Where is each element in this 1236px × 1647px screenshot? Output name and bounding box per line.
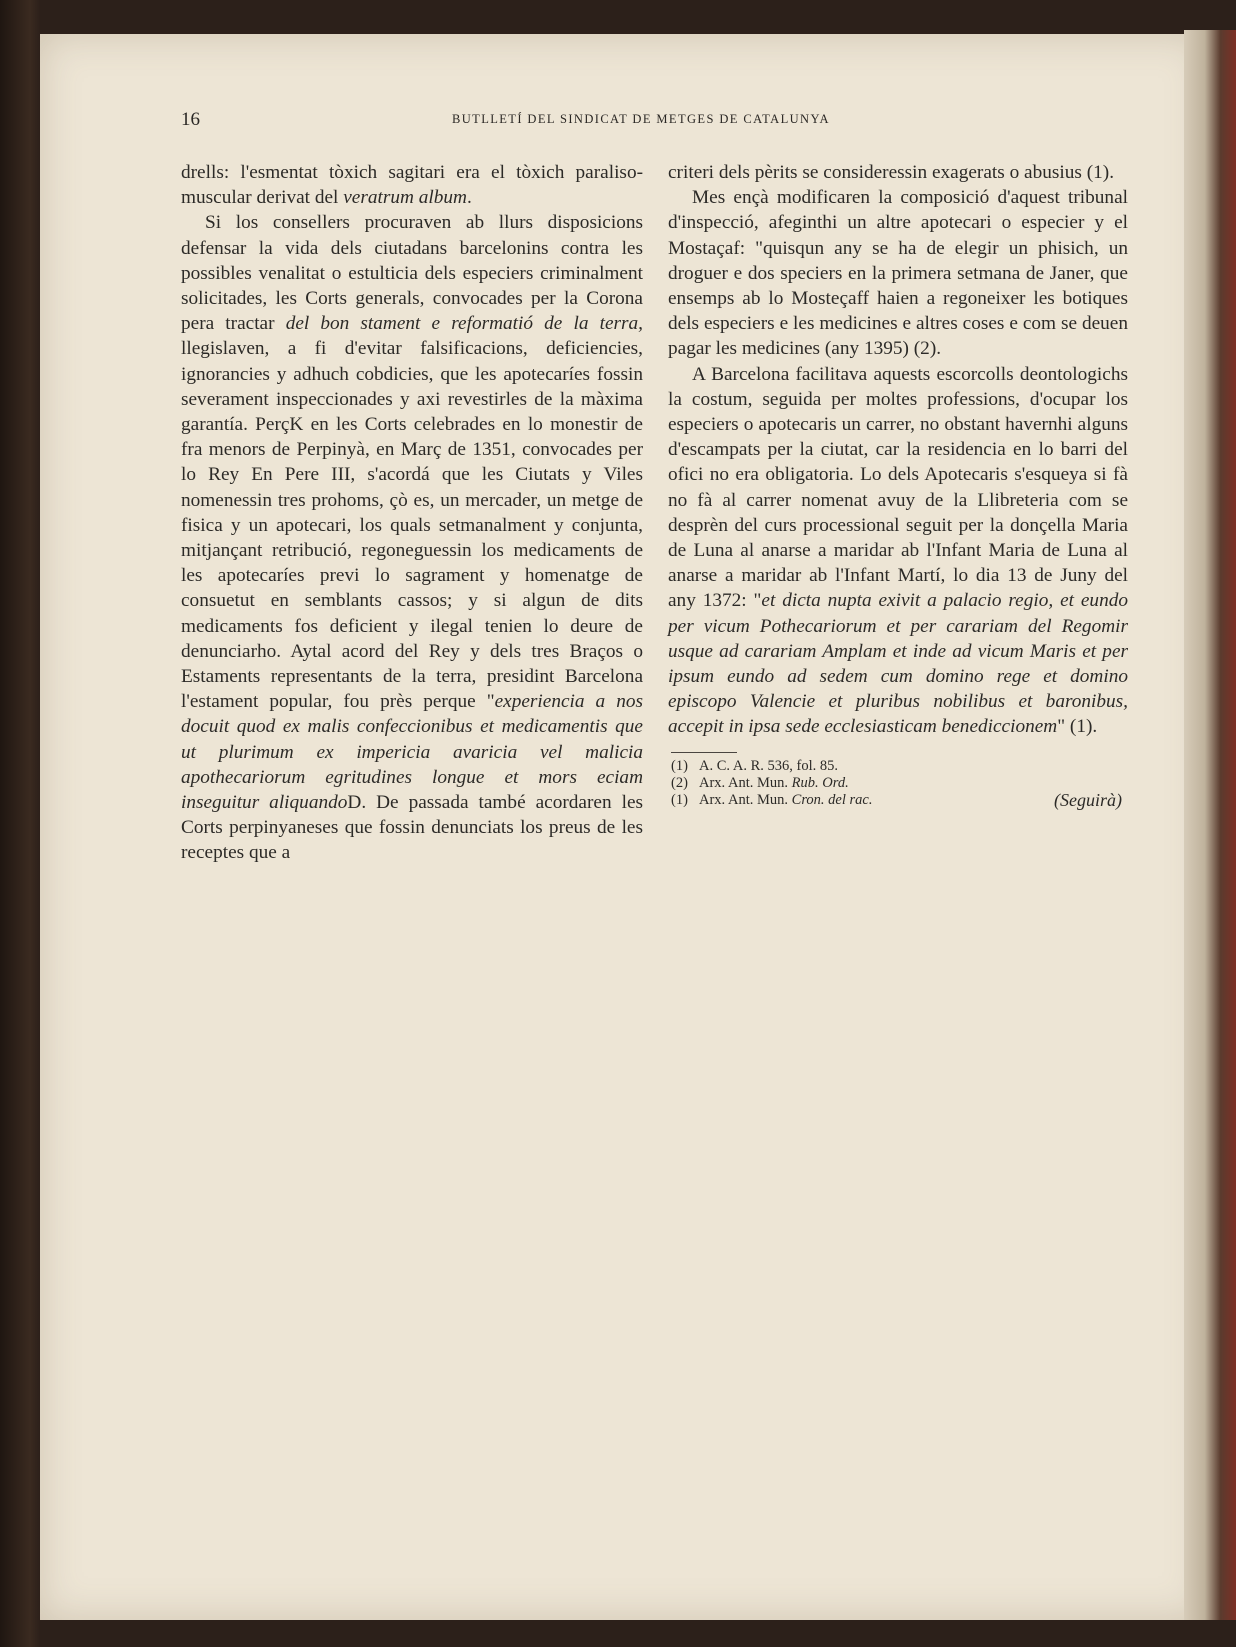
footnote	[671, 758, 1128, 775]
text-span: criteri dels pèrits se consideressin exagerats o abusius (1).	[668, 162, 1115, 183]
footnote-rule	[671, 752, 737, 753]
text-span: Mes ençà modificaren la composició d'aquest tribunal d'inspecció, afeginthi un altre apotecari o especier y el Mostaçaf: "quisqun any se ha de elegir un phisich, un droguer e dos speciers en la primera setmana de Janer, que ensemps ab lo Mosteçaff haien a regoneixer les botiques dels especiers e les medicines e altres coses e com se deuen pagar les medicines (any 1395) (2).	[668, 187, 1128, 360]
text-span: " (1).	[1057, 716, 1098, 738]
italic-span: et dicta nupta exivit a palacio regio, et eundo per vicum Pothecariorum et per carariam del Regomir usque ad carariam Amplam et inde ad vicum Maris et per ipsum eundo ad sedem cum domino rege et domino episcopo Valencie et pluribus nobilibus et baronibus, accepit in ipsa sede ecclesiasticam benediccionem	[668, 590, 1128, 738]
footnote-text: Arx. Ant. Mun.	[699, 791, 792, 808]
text-span: D. De passada també acordaren les Corts perpinyaneses que fossin denunciats los preus de les receptes que a	[181, 792, 643, 864]
text-span: .	[466, 187, 472, 209]
footnote-text: A. C. A. R. 536, fol. 85.	[699, 757, 838, 774]
footnote-number: (1)	[671, 791, 688, 808]
paragraph	[181, 210, 643, 865]
italic-span: veratrum album	[343, 187, 467, 209]
text-span: Si los consellers procuraven ab llurs disposicions defensar la vida dels ciutadans barcelonins contra les possibles venalitat o estulticia dels especiers criminalment solicitades, les Corts generals, convocades per la Corona pera tractar	[181, 212, 643, 335]
text-span: drells: l'esmentat tòxich sagitari era el tòxich paraliso-muscular derivat del	[181, 162, 643, 209]
footnotes	[668, 758, 1128, 809]
paragraph	[181, 160, 643, 210]
footnote-number: (1)	[671, 757, 688, 774]
page-header	[181, 109, 1141, 131]
paragraph	[668, 362, 1128, 740]
italic-span: experiencia a nos docuit quod ex malis confeccionibus et medicamentis que ut plurimum ex impericia avaricia vel malicia apothecariorum egritudines longue et mors eciam inseguitur aliquando	[181, 691, 643, 814]
footnote-italic: Rub. Ord.	[791, 774, 849, 791]
text-span: llegislaven, a fi d'evitar falsificacions, deficiencies, ignorancies y adhuch cobdicies, que les apotecaríes fossin severament inspeccionades y axi revestirles de la màxima garantía. PerçK en les Corts celebrades en lo monestir de fra menors de Perpinyà, en Març de 1351, convocades per lo Rey En Pere III, s'acordá que les Ciutats y Viles nomenessin tres prohoms, çò es, un mercader, un metge de fisica y un apotecari, los quals setmanalment y conjunta, mitjançant retribució, regoneguessin los medicaments de les apotecaríes previ lo sagrament y homenatge de consuetut en semblants cassos; y si algun de dits medicaments fos deficient y ilegal tenien lo deure de denunciarho. Aytal acord del Rey y dels tres Braços o Estaments representants de la terra, presidint Barcelona l'estament popular, fou près perque "	[181, 338, 643, 713]
continuation-note: (Seguirà)	[1054, 789, 1122, 810]
paragraph	[668, 185, 1128, 361]
footnote-number: (2)	[671, 774, 688, 791]
footnote-italic: Cron. del rac.	[791, 791, 873, 808]
footnote-text: Arx. Ant. Mun.	[699, 774, 792, 791]
left-column	[181, 160, 643, 866]
paragraph	[668, 160, 1128, 185]
right-column	[668, 160, 1128, 809]
page-number: 16	[181, 109, 200, 130]
book-binding	[1184, 30, 1236, 1620]
italic-span: del bon stament e reformatió de la terra,	[285, 313, 643, 335]
running-title: BUTLLETÍ DEL SINDICAT DE METGES DE CATALUNYA	[452, 112, 830, 126]
text-span: A Barcelona facilitava aquests escorcolls deontologichs la costum, seguida per moltes professions, d'ocupar los especiers o apotecaris un carrer, no obstant havernhi alguns d'escampats per la ciutat, car la residencia en lo barri del ofici no era obligatoria. Lo dels Apotecaris s'esqueya si fà no fà al carrer nomenat avuy de la Llibreteria com se desprèn del curs processional seguit per la donçella Maria de Luna al anarse a maridar ab l'Infant Maria de Luna al anarse a maridar ab l'Infant Martí, lo dia 13 de Juny del any 1372: "	[668, 363, 1128, 612]
